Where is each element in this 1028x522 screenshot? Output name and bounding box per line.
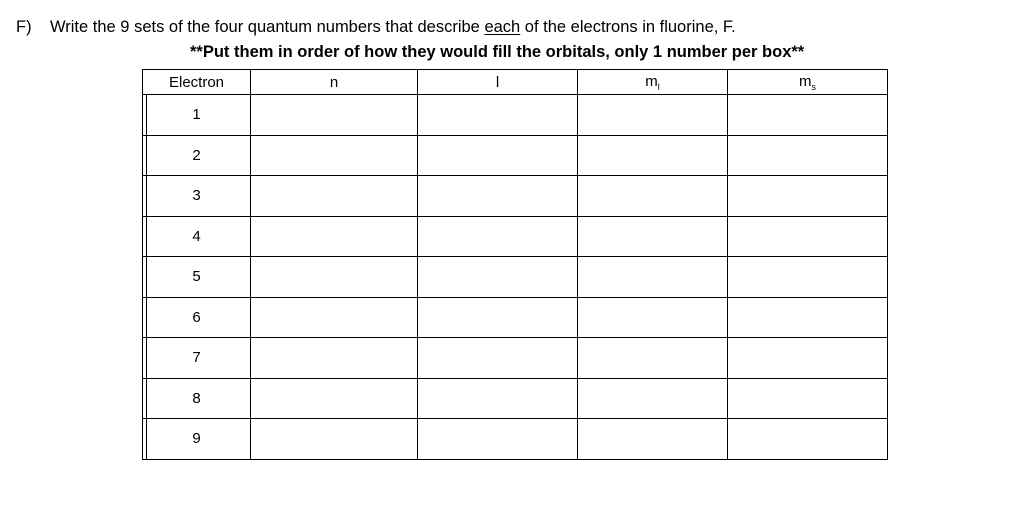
answer-cell-l[interactable] [418,216,578,257]
electron-number: 8 [192,389,201,407]
header-ml-base: m [645,72,658,90]
table-row [143,216,888,257]
table-row [143,95,888,136]
table-row [143,176,888,217]
answer-cell-ms[interactable] [728,378,888,419]
answer-cell-l[interactable] [418,257,578,298]
cell-inner-border [146,136,147,176]
table-row [143,338,888,379]
answer-cell-ml[interactable] [578,95,728,136]
electron-number-cell [143,419,251,460]
electron-number: 7 [192,349,201,367]
answer-cell-ml[interactable] [578,419,728,460]
electron-number: 4 [192,227,201,245]
cell-inner-border [146,257,147,297]
answer-cell-ms[interactable] [728,297,888,338]
table-row [143,419,888,460]
answer-cell-n[interactable] [251,419,418,460]
answer-cell-n[interactable] [251,135,418,176]
answer-cell-ml[interactable] [578,257,728,298]
quantum-numbers-table [142,69,888,460]
header-l: l [418,70,578,95]
cell-inner-border [146,217,147,257]
answer-cell-ml[interactable] [578,297,728,338]
answer-cell-ml[interactable] [578,135,728,176]
answer-cell-n[interactable] [251,216,418,257]
cell-inner-border [146,338,147,378]
answer-cell-n[interactable] [251,378,418,419]
electron-number-cell [143,257,251,298]
answer-cell-n[interactable] [251,338,418,379]
question-label: F) [16,18,32,36]
answer-cell-l[interactable] [418,95,578,136]
electron-number-cell [143,95,251,136]
header-ms-base: m [799,72,812,90]
header-ml-sub: l [657,81,660,92]
cell-inner-border [146,176,147,216]
cell-inner-border [146,95,147,135]
answer-cell-ms[interactable] [728,216,888,257]
header-electron: Electron [143,70,251,95]
table-row [143,135,888,176]
electron-number: 2 [192,146,201,164]
answer-cell-l[interactable] [418,176,578,217]
answer-cell-ml[interactable] [578,378,728,419]
cell-inner-border [146,298,147,338]
answer-cell-l[interactable] [418,135,578,176]
electron-number: 6 [192,308,201,326]
answer-cell-n[interactable] [251,95,418,136]
answer-cell-ms[interactable] [728,419,888,460]
answer-cell-ms[interactable] [728,135,888,176]
header-ml [578,70,728,95]
table-row [143,257,888,298]
table-body [143,95,888,460]
question-emphasis: each [484,18,521,36]
header-ms [728,70,888,95]
cell-inner-border [146,419,147,459]
header-n: n [251,70,418,95]
answer-cell-n[interactable] [251,257,418,298]
question-text-after: of the electrons in fluorine, F. [520,18,736,36]
electron-number-cell [143,297,251,338]
electron-number-cell [143,135,251,176]
answer-cell-ml[interactable] [578,216,728,257]
table-row [143,378,888,419]
electron-number: 5 [192,268,201,286]
electron-number: 1 [192,106,201,124]
answer-cell-ms[interactable] [728,95,888,136]
answer-cell-n[interactable] [251,176,418,217]
electron-number: 9 [192,430,201,448]
answer-cell-ms[interactable] [728,257,888,298]
header-ms-sub: s [811,81,816,92]
answer-cell-n[interactable] [251,297,418,338]
table-row [143,297,888,338]
answer-cell-l[interactable] [418,338,578,379]
instruction-text: **Put them in order of how they would fill the orbitals, only 1 number per box** [190,43,805,61]
answer-cell-ms[interactable] [728,176,888,217]
answer-cell-l[interactable] [418,419,578,460]
answer-cell-ms[interactable] [728,338,888,379]
electron-number-cell [143,176,251,217]
electron-number: 3 [192,187,201,205]
electron-number-cell [143,338,251,379]
question-text-before: Write the 9 sets of the four quantum numbers that describe [50,18,485,36]
answer-cell-l[interactable] [418,297,578,338]
answer-cell-ml[interactable] [578,176,728,217]
table-header-row [143,70,888,95]
electron-number-cell [143,216,251,257]
electron-number-cell [143,378,251,419]
cell-inner-border [146,379,147,419]
question-prompt [16,18,736,37]
answer-cell-l[interactable] [418,378,578,419]
answer-cell-ml[interactable] [578,338,728,379]
